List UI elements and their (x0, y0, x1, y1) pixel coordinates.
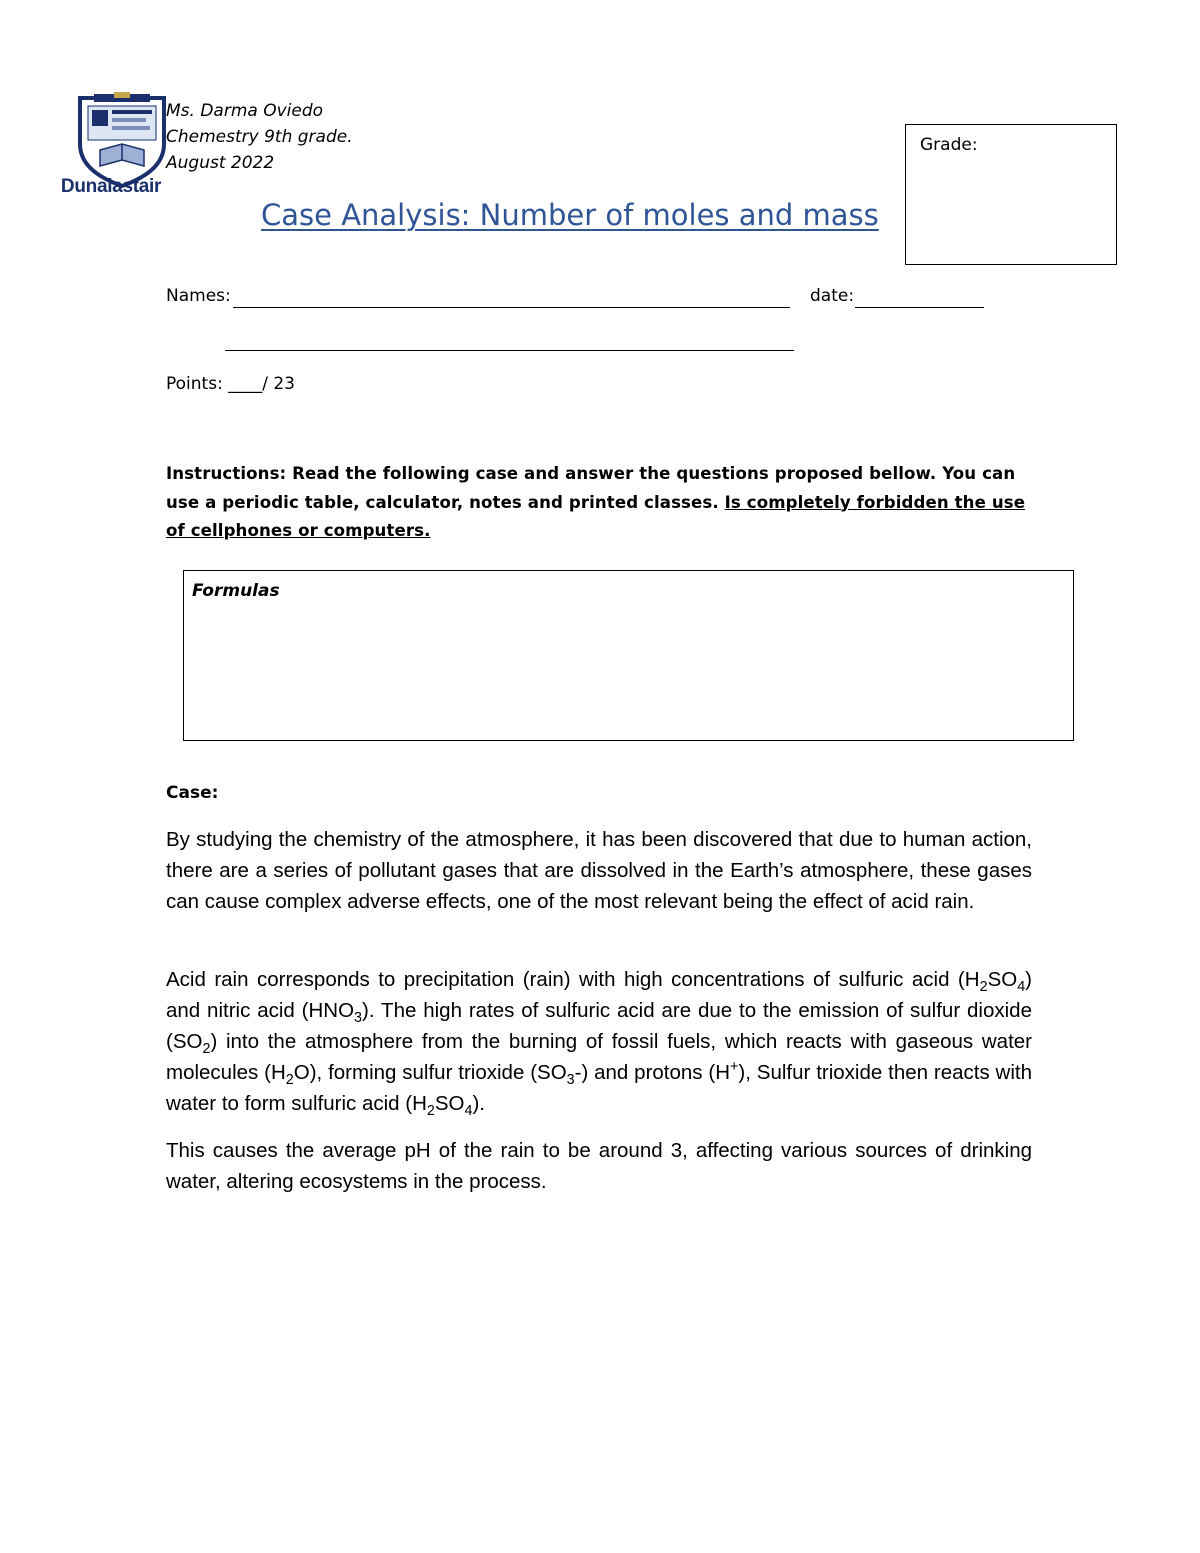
formulas-label: Formulas (192, 581, 280, 601)
case-label: Case: (166, 783, 219, 803)
course-name: Chemestry 9th grade. (166, 127, 353, 147)
school-logo-wordmark: Dunalastair (60, 176, 162, 197)
header-info (166, 98, 353, 176)
names-label: Names: (166, 286, 231, 306)
grade-label: Grade: (920, 135, 978, 155)
teacher-name: Ms. Darma Oviedo (166, 101, 324, 121)
page-title: Case Analysis: Number of moles and mass (261, 198, 879, 232)
header-date: August 2022 (166, 153, 275, 173)
grade-box[interactable] (905, 124, 1117, 265)
names-line-1[interactable] (233, 307, 790, 308)
instructions-text: Instructions: Read the following case and answer the questions proposed bellow. You can use a periodic table, calculator, notes and printed classes. (166, 464, 1016, 512)
case-paragraph-3: This causes the average pH of the rain to be around 3, affecting various sources of drinking water, altering ecosystems in the process. (166, 1139, 1032, 1193)
date-line[interactable] (855, 307, 984, 308)
case-paragraph-1: By studying the chemistry of the atmosphere, it has been discovered that due to human action, there are a series of pollutant gases that are dissolved in the Earth’s atmosphere, these gases can cause complex adverse effects, one of the most relevant being the effect of acid rain. (166, 828, 1032, 913)
points-label: Points: ____/ 23 (166, 374, 295, 394)
formulas-box[interactable] (183, 570, 1074, 741)
date-label: date: (810, 286, 855, 306)
instructions-warning: Is completely forbidden the use of cellphones or computers. (166, 492, 1026, 540)
names-line-2[interactable] (225, 350, 794, 351)
case-paragraph-2: Acid rain corresponds to precipitation (rain) with high concentrations of sulfuric acid $(H_2SO_4)$ and nitric acid $(HNO_3)$. The high rates of sulfuric acid are due to the emission of sulfur dioxide $(SO_2)$ into the atmosphere from the burning of fossil fuels, which reacts with gaseous water molecules $(H_2O)$, forming sulfur trioxide $(SO_3-)$ and protons (H+), Sulfur trioxide then reacts with water to form sulfuric acid $(H_2SO_4)$. (166, 968, 1032, 1120)
instructions (166, 460, 1046, 546)
